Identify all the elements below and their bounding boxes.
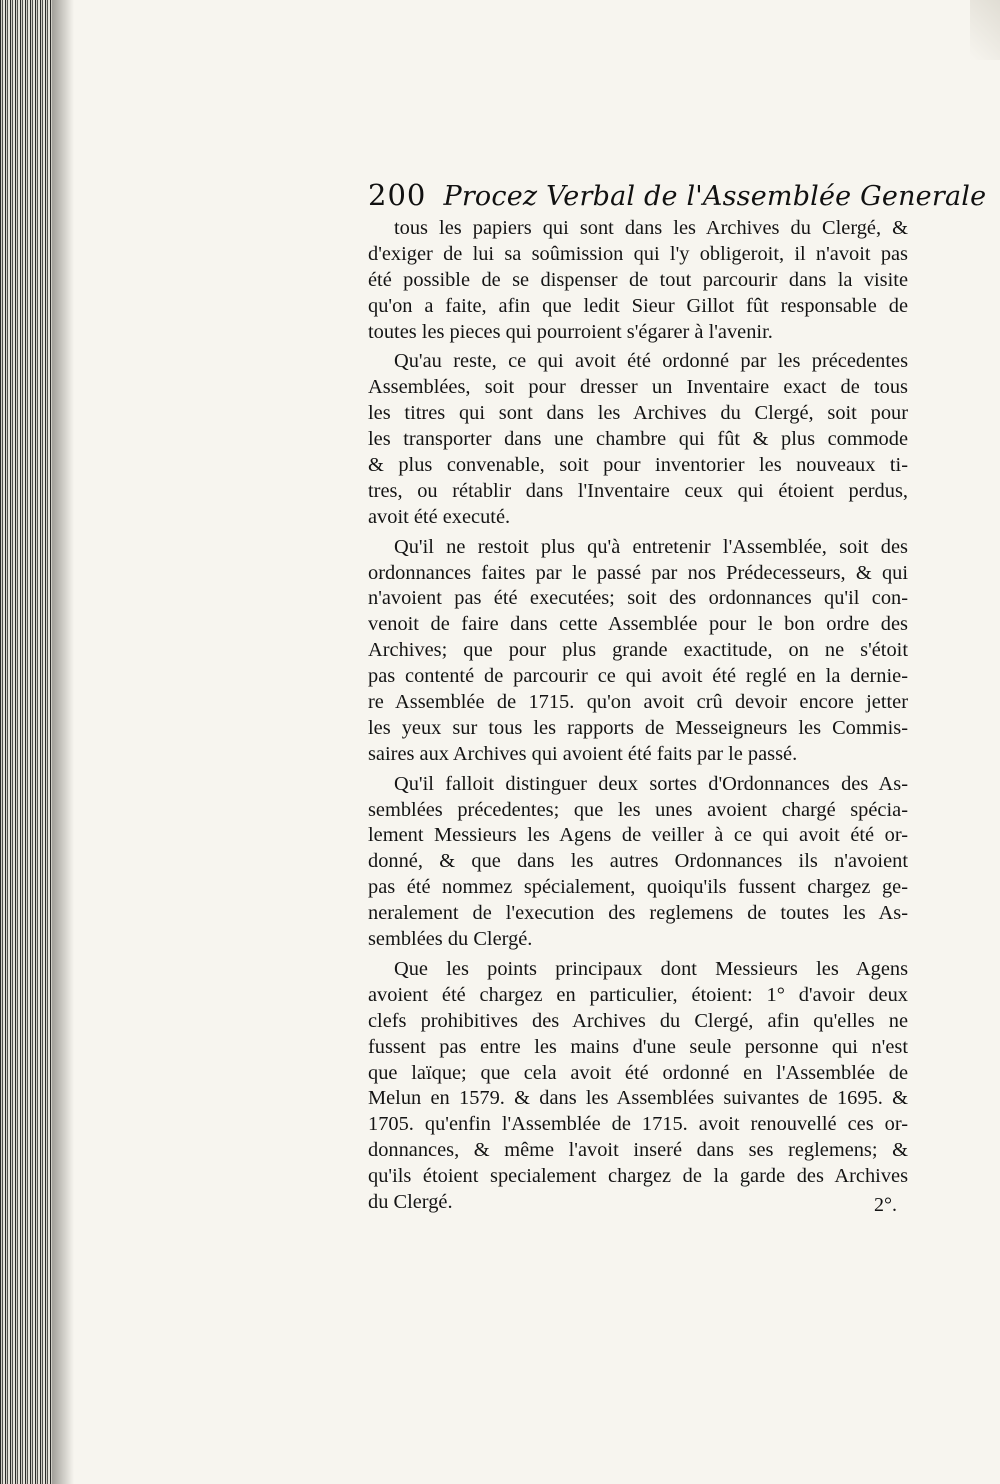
gutter-shadow: [52, 0, 74, 1484]
text-line: qu'on a faite, afin que ledit Sieur Gillot fût responsable de: [368, 294, 908, 317]
text-line: les transporter dans une chambre qui fût & plus commode: [368, 428, 908, 451]
text-line: saires aux Archives qui avoient été faits par le passé.: [368, 742, 798, 765]
paragraph: [368, 349, 908, 530]
text-line: semblées précedentes; que les unes avoient chargé spécia-: [368, 798, 908, 821]
text-line: avoient été chargez en particulier, étoient: 1° d'avoir deux: [368, 983, 908, 1006]
paragraph: [368, 772, 908, 953]
page-number: 200: [368, 178, 427, 212]
text-line: tres, ou rétablir dans l'Inventaire ceux qui étoient perdus,: [368, 479, 908, 502]
text-line: Archives; que pour plus grande exactitude, on ne s'étoit: [368, 639, 908, 662]
text-line: clefs prohibitives des Archives du Clergé, afin qu'elles ne: [368, 1009, 908, 1032]
text-line: fussent pas entre les mains d'une seule personne qui n'est: [368, 1035, 908, 1058]
text-line: Qu'au reste, ce qui avoit été ordonné par les précedentes: [394, 350, 908, 373]
text-line: tous les papiers qui sont dans les Archives du Clergé, &: [394, 217, 908, 239]
book-spine: [0, 0, 52, 1484]
text-line: lement Messieurs les Agens de veiller à ce qui avoit été or-: [368, 824, 908, 847]
text-line: toutes les pieces qui pourroient s'égarer à l'avenir.: [368, 320, 773, 343]
paragraph: [368, 957, 908, 1216]
text-line: les yeux sur tous les rapports de Messeigneurs les Commis-: [368, 716, 908, 739]
paragraph: [368, 216, 908, 345]
text-line: Qu'il falloit distinguer deux sortes d'Ordonnances des As-: [394, 772, 908, 795]
text-line: Assemblées, soit pour dresser un Inventaire exact de tous: [368, 376, 908, 399]
text-line: ordonnances faites par le passé par nos Prédecesseurs, & qui: [368, 561, 908, 584]
text-line: venoit de faire dans cette Assemblée pour le bon ordre des: [368, 613, 908, 636]
text-line: pas été nommez spécialement, quoiqu'ils fussent chargez ge-: [368, 876, 908, 899]
text-line: Qu'il ne restoit plus qu'à entretenir l'Assemblée, soit des: [394, 535, 908, 558]
text-line: re Assemblée de 1715. qu'on avoit crû devoir encore jetter: [368, 691, 908, 714]
text-line: d'exiger de lui sa soûmission qui l'y obligeroit, il n'avoit pas: [368, 242, 908, 265]
running-title: Procez Verbal de l'Assemblée Generale: [443, 181, 987, 212]
text-line: été possible de se dispenser de tout parcourir dans la visite: [368, 268, 908, 291]
text-line: du Clergé.: [368, 1190, 453, 1213]
paragraph: [368, 535, 908, 768]
text-line: les titres qui sont dans les Archives du Clergé, soit pour: [368, 402, 908, 425]
catchword: 2°.: [874, 1194, 897, 1216]
text-line: Melun en 1579. & dans les Assemblées suivantes de 1695. &: [368, 1087, 908, 1110]
text-line: n'avoient pas été executées; soit des ordonnances qu'il con-: [368, 587, 908, 610]
text-line: donnances, & même l'avoit inseré dans ses reglemens; &: [368, 1139, 908, 1162]
text-line: & plus convenable, soit pour inventorier les nouveaux ti-: [368, 454, 908, 477]
text-line: donné, & que dans les autres Ordonnances ils n'avoient: [368, 850, 908, 873]
page-body: [368, 216, 908, 1216]
text-line: Que les points principaux dont Messieurs les Agens: [394, 957, 908, 980]
text-line: avoit été executé.: [368, 505, 511, 528]
text-line: pas contenté de parcourir ce qui avoit été reglé en la dernie-: [368, 665, 908, 688]
page-corner: [970, 0, 1000, 60]
text-line: que laïque; que cela avoit été ordonné en l'Assemblée de: [368, 1061, 908, 1084]
text-line: 1705. qu'enfin l'Assemblée de 1715. avoit renouvellé ces or-: [368, 1113, 908, 1136]
text-line: semblées du Clergé.: [368, 928, 533, 951]
text-line: neralement de l'execution des reglemens de toutes les As-: [368, 902, 908, 925]
text-line: qu'ils étoient specialement chargez de la garde des Archives: [368, 1165, 908, 1188]
page-header: [368, 178, 987, 218]
